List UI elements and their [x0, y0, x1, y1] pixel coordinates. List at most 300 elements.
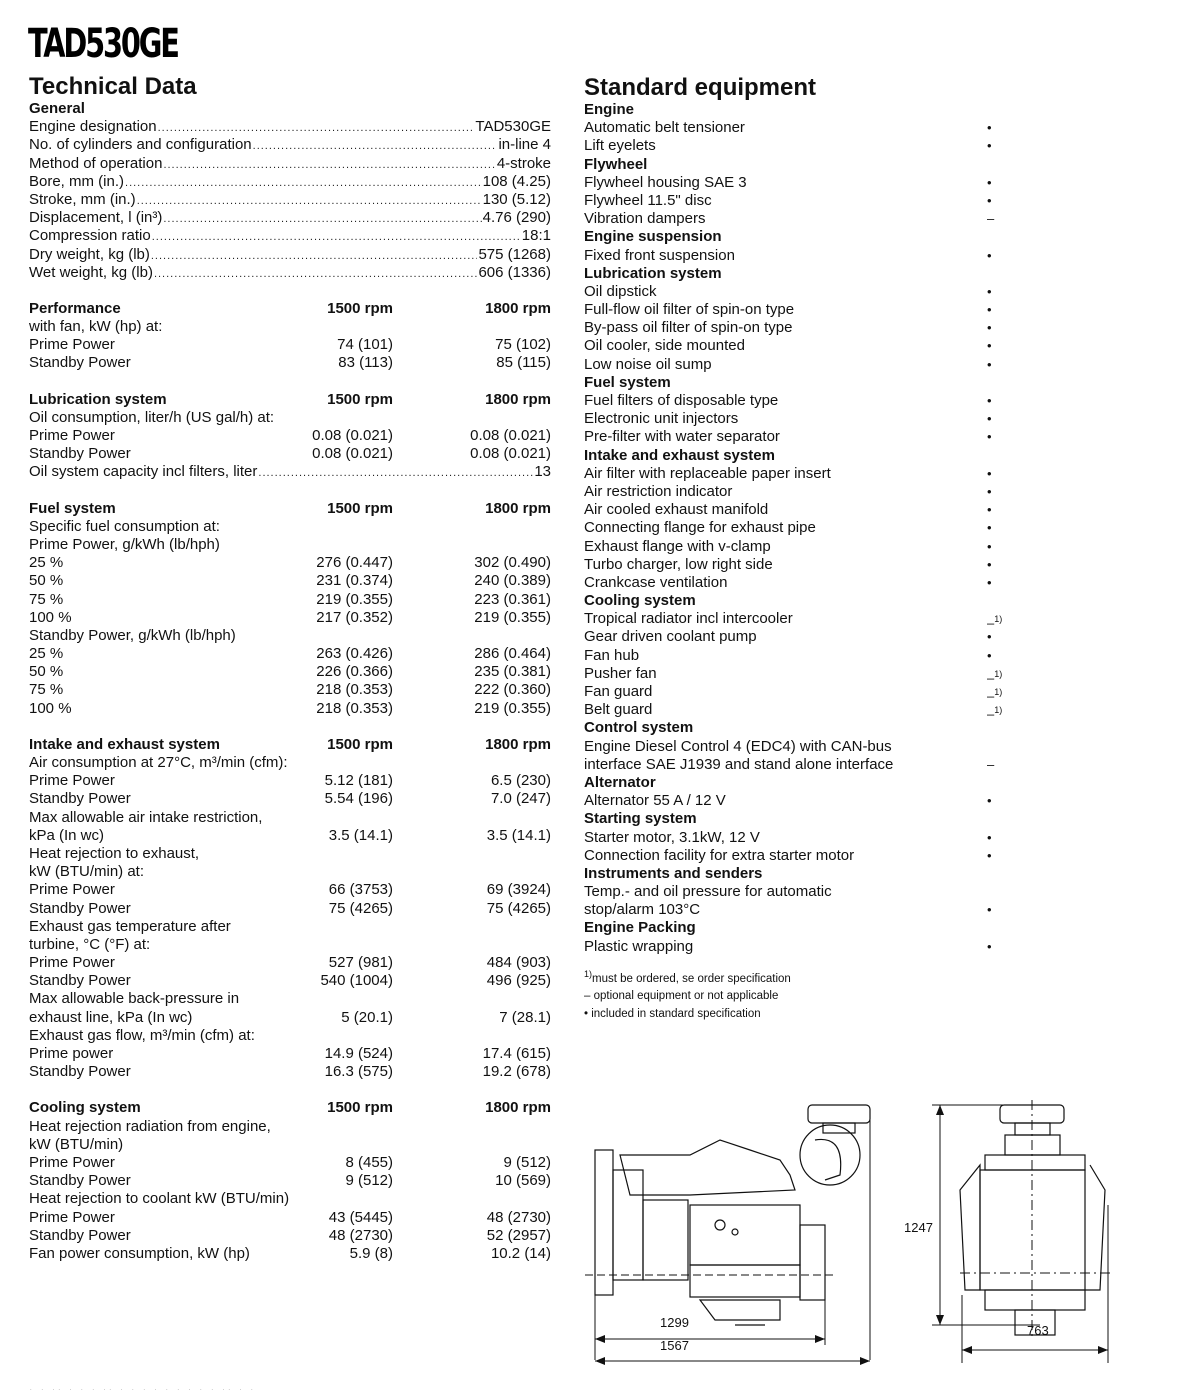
value-1800: 48 (2730) — [486, 1208, 551, 1226]
section-gap — [29, 482, 551, 500]
legend-bullet: • included in standard specification — [584, 1007, 761, 1020]
equipment-label: Flywheel 11.5" disc — [584, 191, 712, 209]
row-label: Standby Power — [29, 354, 131, 372]
equipment-item — [584, 174, 1004, 192]
value-1800: 0.08 (0.021) — [470, 427, 551, 444]
dimension-height: 1247 — [904, 1220, 933, 1235]
equipment-item — [584, 392, 1004, 410]
data-row — [29, 572, 551, 590]
row-label: Max allowable air intake restriction, — [29, 808, 263, 826]
legend-dash: – optional equipment or not applicable — [584, 990, 779, 1003]
equipment-mark: • — [987, 647, 992, 663]
value-1500: 16.3 (575) — [324, 1063, 393, 1081]
row-label: Air consumption at 27°C, m³/min (cfm): — [29, 754, 288, 771]
equipment-legend — [584, 966, 1004, 1023]
equipment-item — [584, 337, 1004, 355]
equipment-label: Low noise oil sump — [584, 355, 712, 373]
value-1500: 5.12 (181) — [324, 772, 393, 790]
equipment-label: interface SAE J1939 and stand alone interface — [584, 755, 894, 773]
row-label: 25 % — [29, 554, 64, 572]
equipment-item — [584, 119, 1004, 137]
equipment-group-heading: Instruments and senders — [584, 864, 763, 882]
equipment-label: Crankcase ventilation — [584, 573, 728, 591]
value-1500: 226 (0.366) — [316, 663, 393, 681]
row-label: 75 % — [29, 590, 64, 608]
equipment-label: Full-flow oil filter of spin-on type — [584, 301, 795, 319]
row-label: Prime Power — [29, 881, 115, 899]
equipment-label: Gear driven coolant pump — [584, 628, 757, 646]
equipment-item — [584, 938, 1004, 956]
equipment-mark: • — [987, 520, 992, 536]
leader-dots — [258, 464, 533, 482]
row-value: 606 (1336) — [478, 263, 551, 281]
general-row — [29, 246, 551, 264]
value-1800: 10 (569) — [495, 1172, 551, 1190]
value-1500: 5.9 (8) — [349, 1244, 393, 1262]
equipment-mark: • — [987, 429, 992, 445]
equipment-item — [584, 210, 1004, 228]
leader-dots — [163, 156, 495, 174]
row-value: 108 (4.25) — [482, 172, 551, 190]
bottom-note-cutoff: . . .. . . . .. . . . . . . . . . .. . . — [30, 1386, 257, 1392]
equipment-item — [584, 701, 1004, 722]
standard-equipment-title: Standard equipment — [584, 74, 817, 101]
column-header-1500: 1500 rpm — [327, 735, 393, 753]
section-gap — [29, 1081, 551, 1099]
data-row — [29, 790, 551, 808]
equipment-mark: • — [987, 538, 992, 554]
data-row — [29, 1154, 551, 1172]
data-row — [29, 409, 551, 427]
row-label: Standby Power — [29, 1172, 131, 1190]
equipment-item — [584, 192, 1004, 210]
equipment-mark: • — [987, 574, 992, 590]
value-1500: 75 (4265) — [328, 899, 393, 917]
data-row — [29, 954, 551, 972]
data-row — [29, 881, 551, 899]
column-header-1800: 1800 rpm — [485, 299, 551, 317]
row-label: Standby Power — [29, 1226, 131, 1244]
footnote-marker: 1) — [994, 687, 1003, 697]
data-row — [29, 1227, 551, 1245]
equipment-item — [584, 556, 1004, 574]
legend-footnote: $^{1)}$must be ordered, se order specification — [584, 968, 791, 985]
value-1500: 8 (455) — [345, 1153, 393, 1171]
equipment-item — [584, 628, 1004, 646]
equipment-item — [584, 847, 1004, 865]
leader-dots — [151, 247, 478, 265]
data-row — [29, 972, 551, 990]
equipment-label: stop/alarm 103°C — [584, 901, 701, 919]
value-1500: 14.9 (524) — [324, 1045, 393, 1062]
model-title: TAD530GE — [28, 21, 178, 67]
row-label: Prime Power — [29, 1208, 115, 1226]
data-row — [29, 754, 551, 772]
data-row — [29, 1136, 551, 1154]
equipment-mark: – — [987, 756, 995, 772]
data-row — [29, 918, 551, 936]
row-label: 100 % — [29, 608, 72, 626]
value-1500: 218 (0.353) — [316, 681, 393, 699]
data-row — [29, 1118, 551, 1136]
row-value: 4.76 (290) — [482, 209, 551, 227]
value-1500: 5 (20.1) — [341, 1008, 393, 1026]
data-row — [29, 445, 551, 463]
data-row — [29, 1209, 551, 1227]
row-label: Prime power — [29, 1045, 114, 1062]
data-row — [29, 663, 551, 681]
value-1500: 3.5 (14.1) — [328, 826, 393, 844]
leader-dots — [253, 137, 498, 155]
value-1500: 9 (512) — [345, 1172, 393, 1190]
row-label: turbine, °C (°F) at: — [29, 935, 151, 953]
equipment-group-heading: Cooling system — [584, 592, 696, 610]
equipment-item — [584, 519, 1004, 537]
row-label: Heat rejection radiation from engine, — [29, 1117, 271, 1135]
row-label: exhaust line, kPa (In wc) — [29, 1008, 193, 1026]
column-header-1800: 1800 rpm — [485, 390, 551, 408]
equipment-item — [584, 756, 1004, 774]
equipment-label: Belt guard — [584, 701, 653, 719]
section-heading-label: Cooling system — [29, 1099, 141, 1117]
row-label: Exhaust gas temperature after — [29, 917, 231, 935]
equipment-mark: • — [987, 393, 992, 408]
equipment-label: Flywheel housing SAE 3 — [584, 173, 747, 191]
column-header-1500: 1500 rpm — [327, 390, 393, 408]
general-row — [29, 136, 551, 154]
equipment-mark: • — [987, 483, 992, 499]
value-1500: 263 (0.426) — [316, 645, 393, 663]
row-value: 4-stroke — [496, 154, 551, 172]
leader-dots — [125, 174, 482, 192]
row-label: Fan power consumption, kW (hp) — [29, 1244, 250, 1262]
row-label: 75 % — [29, 681, 64, 699]
value-1800: 75 (4265) — [486, 899, 551, 917]
equipment-mark: • — [987, 502, 992, 518]
row-label: Standby Power — [29, 972, 131, 990]
value-1800: 9 (512) — [503, 1153, 551, 1171]
equipment-label: Oil cooler, side mounted — [584, 337, 745, 355]
equipment-label: Connection facility for extra starter motor — [584, 846, 855, 864]
equipment-label: By-pass oil filter of spin-on type — [584, 319, 793, 337]
row-label: Standby Power — [29, 899, 131, 917]
equipment-item — [584, 883, 1004, 901]
leader-dots — [158, 119, 475, 137]
footnote-marker: 1) — [994, 614, 1003, 625]
data-row — [29, 1190, 551, 1208]
equipment-label: Connecting flange for exhaust pipe — [584, 519, 816, 537]
equipment-item — [584, 319, 1004, 337]
leader-dots — [154, 265, 478, 283]
row-label: Heat rejection to coolant kW (BTU/min) — [29, 1190, 290, 1208]
equipment-mark: –$^{1)}$ — [987, 614, 1003, 631]
row-label: Stroke, mm (in.) — [29, 190, 136, 208]
data-row — [29, 1045, 551, 1063]
value-1500: 218 (0.353) — [316, 699, 393, 717]
value-1500: 217 (0.352) — [316, 608, 393, 626]
leader-dots — [163, 210, 481, 228]
value-1800: 52 (2957) — [486, 1226, 551, 1244]
section-heading-cooling — [29, 1099, 551, 1117]
value-1500: 219 (0.355) — [316, 590, 393, 608]
equipment-item — [584, 247, 1004, 265]
general-row — [29, 264, 551, 282]
dimension-length-total: 1567 — [660, 1338, 689, 1353]
equipment-group-heading: Engine suspension — [584, 228, 722, 246]
row-label: Standby Power — [29, 445, 131, 463]
row-label: Prime Power — [29, 427, 115, 444]
data-row — [29, 845, 551, 863]
value-1500: 0.08 (0.021) — [312, 427, 393, 444]
row-label: Prime Power — [29, 336, 115, 354]
data-row — [29, 1027, 551, 1045]
value-1500: 43 (5445) — [328, 1208, 393, 1226]
column-header-1500: 1500 rpm — [327, 1099, 393, 1117]
equipment-label: Starter motor, 3.1kW, 12 V — [584, 828, 760, 846]
equipment-mark: • — [987, 829, 992, 845]
equipment-item — [584, 137, 1004, 155]
equipment-label: Fan hub — [584, 646, 640, 664]
equipment-label: Vibration dampers — [584, 210, 706, 228]
equipment-group-heading: Lubrication system — [584, 264, 722, 282]
equipment-mark: • — [987, 629, 992, 645]
equipment-mark: • — [987, 320, 992, 336]
general-row — [29, 155, 551, 173]
general-row — [29, 191, 551, 209]
value-1800: 219 (0.355) — [474, 608, 551, 626]
section-gap — [29, 373, 551, 391]
equipment-item — [584, 647, 1004, 665]
value-1500: 74 (101) — [337, 336, 393, 354]
value-1800: 6.5 (230) — [490, 772, 551, 790]
equipment-group-heading: Control system — [584, 719, 694, 737]
equipment-item — [584, 792, 1004, 810]
equipment-item — [584, 610, 1004, 631]
equipment-item — [584, 501, 1004, 519]
equipment-mark: • — [987, 411, 992, 427]
equipment-mark: • — [987, 247, 992, 263]
equipment-item — [584, 829, 1004, 847]
equipment-label: Plastic wrapping — [584, 937, 694, 955]
row-label: Engine designation — [29, 118, 157, 136]
equipment-item — [584, 465, 1004, 483]
data-row — [29, 536, 551, 554]
equipment-item — [584, 683, 1004, 704]
section-heading-lubrication — [29, 391, 551, 409]
value-1800: 302 (0.490) — [474, 554, 551, 572]
equipment-label: Pre-filter with water separator — [584, 428, 780, 446]
engine-drawings — [580, 1095, 1180, 1365]
dimension-width: 763 — [1027, 1323, 1049, 1338]
equipment-item — [584, 664, 1004, 686]
data-row — [29, 427, 551, 445]
data-row — [29, 809, 551, 827]
equipment-label: Air cooled exhaust manifold — [584, 501, 769, 519]
section-heading-performance — [29, 300, 551, 318]
equipment-label: Engine Diesel Control 4 (EDC4) with CAN-bus — [584, 737, 892, 755]
row-label: Specific fuel consumption at: — [29, 517, 220, 535]
value-1800: 240 (0.389) — [474, 572, 551, 590]
row-label: Exhaust gas flow, m³/min (cfm) at: — [29, 1026, 255, 1044]
value-1800: 10.2 (14) — [490, 1244, 551, 1262]
equipment-group-heading: Intake and exhaust system — [584, 446, 775, 464]
technical-data-column — [29, 74, 551, 1263]
value-1800: 0.08 (0.021) — [470, 445, 551, 463]
data-row — [29, 591, 551, 609]
equipment-mark: • — [987, 556, 992, 572]
data-row — [29, 827, 551, 845]
data-row — [29, 554, 551, 572]
equipment-label: Pusher fan — [584, 664, 657, 682]
value-1800: 223 (0.361) — [474, 590, 551, 608]
equipment-label: Fan guard — [584, 683, 653, 700]
row-value: 13 — [534, 463, 551, 481]
equipment-group-heading: Fuel system — [584, 373, 671, 391]
equipment-item — [584, 356, 1004, 374]
equipment-label: Turbo charger, low right side — [584, 555, 773, 573]
equipment-mark: • — [987, 847, 992, 863]
value-1500: 231 (0.374) — [316, 572, 393, 590]
equipment-mark: • — [987, 465, 992, 481]
section-heading-intake — [29, 736, 551, 754]
section-gap — [29, 282, 551, 300]
equipment-item — [584, 738, 1004, 756]
equipment-item — [584, 483, 1004, 501]
row-label: kW (BTU/min) — [29, 1135, 124, 1153]
equipment-label: Exhaust flange with v-clamp — [584, 537, 771, 555]
equipment-mark: • — [987, 356, 992, 372]
section-heading-label: Performance — [29, 299, 121, 317]
equipment-mark: –$^{1)}$ — [987, 705, 1003, 722]
row-value: 18:1 — [521, 227, 551, 245]
row-label: Standby Power — [29, 1063, 131, 1081]
equipment-group-heading: Engine — [584, 101, 635, 118]
equipment-mark: • — [987, 192, 992, 208]
equipment-item — [584, 538, 1004, 556]
data-row — [29, 645, 551, 663]
row-label: kW (BTU/min) at: — [29, 863, 144, 881]
equipment-item — [584, 901, 1004, 919]
row-label: Standby Power — [29, 790, 131, 808]
value-1800: 235 (0.381) — [474, 663, 551, 681]
value-1500: 540 (1004) — [320, 972, 393, 990]
equipment-item — [584, 410, 1004, 428]
value-1500: 276 (0.447) — [316, 554, 393, 572]
general-row — [29, 118, 551, 136]
row-label: 50 % — [29, 663, 64, 681]
data-row — [29, 627, 551, 645]
row-label: Dry weight, kg (lb) — [29, 245, 150, 263]
general-row — [29, 173, 551, 191]
row-label: Prime Power — [29, 954, 115, 972]
equipment-mark: –$^{1)}$ — [987, 668, 1003, 686]
row-label: Standby Power, g/kWh (lb/hph) — [29, 626, 236, 644]
value-1500: 48 (2730) — [328, 1226, 393, 1244]
equipment-label: Air filter with replaceable paper insert — [584, 464, 831, 482]
row-label: 100 % — [29, 699, 72, 717]
row-label: Max allowable back-pressure in — [29, 990, 240, 1008]
data-row — [29, 772, 551, 790]
value-1800: 75 (102) — [495, 336, 551, 354]
equipment-group-heading: Engine Packing — [584, 919, 696, 937]
data-row — [29, 1009, 551, 1027]
equipment-group-heading: Starting system — [584, 810, 697, 828]
value-1800: 85 (115) — [496, 354, 551, 372]
row-label: Bore, mm (in.) — [29, 172, 125, 190]
row-label: Compression ratio — [29, 227, 151, 245]
engine-side-view-drawing — [580, 1095, 880, 1365]
data-row — [29, 936, 551, 954]
data-row — [29, 318, 551, 336]
data-row — [29, 863, 551, 881]
equipment-group-heading: Flywheel — [584, 155, 648, 173]
equipment-item — [584, 283, 1004, 301]
row-label: No. of cylinders and configuration — [29, 136, 252, 154]
row-label: Oil system capacity incl filters, liter — [29, 463, 258, 481]
equipment-mark: • — [987, 938, 992, 954]
data-row — [29, 354, 551, 372]
data-row — [29, 990, 551, 1008]
row-value: in-line 4 — [498, 136, 551, 154]
row-value: 575 (1268) — [478, 245, 551, 263]
equipment-label: Automatic belt tensioner — [584, 119, 745, 137]
equipment-mark: –$^{1)}$ — [987, 687, 1003, 704]
data-row — [29, 700, 551, 718]
value-1800: 222 (0.360) — [474, 681, 551, 699]
data-row — [29, 336, 551, 354]
oil-capacity-row — [29, 463, 551, 481]
value-1500: 527 (981) — [328, 954, 393, 972]
value-1500: 83 (113) — [338, 354, 393, 372]
row-value: TAD530GE — [475, 118, 551, 136]
row-label: Displacement, l (in³) — [29, 209, 163, 227]
row-label: Heat rejection to exhaust, — [29, 844, 200, 862]
section-gap — [29, 718, 551, 736]
row-label: 50 % — [29, 572, 64, 590]
value-1800: 496 (925) — [486, 972, 551, 990]
row-label: 25 % — [29, 645, 64, 663]
general-row — [29, 227, 551, 245]
equipment-label: Fixed front suspension — [584, 246, 735, 264]
equipment-mark: • — [987, 283, 992, 299]
equipment-mark: • — [987, 793, 992, 809]
standard-equipment-column — [584, 75, 1004, 1023]
equipment-mark: • — [987, 902, 992, 918]
row-label: Method of operation — [29, 154, 163, 172]
section-heading-label: Fuel system — [29, 499, 116, 517]
value-1800: 3.5 (14.1) — [486, 826, 551, 844]
data-row — [29, 1245, 551, 1263]
technical-data-title: Technical Data — [29, 73, 197, 100]
row-label: with fan, kW (hp) at: — [29, 318, 163, 336]
column-header-1800: 1800 rpm — [485, 499, 551, 517]
row-label: Prime Power — [29, 772, 115, 790]
value-1800: 286 (0.464) — [474, 645, 551, 663]
general-row — [29, 209, 551, 227]
equipment-label: Oil dipstick — [584, 282, 657, 300]
equipment-label: Air restriction indicator — [584, 482, 733, 500]
value-1800: 69 (3924) — [486, 881, 551, 899]
equipment-mark: • — [987, 338, 992, 354]
section-heading-general: General — [29, 100, 85, 117]
value-1800: 19.2 (678) — [482, 1063, 551, 1081]
data-row — [29, 609, 551, 627]
column-header-1800: 1800 rpm — [485, 735, 551, 753]
section-heading-fuel — [29, 500, 551, 518]
value-1800: 17.4 (615) — [482, 1045, 551, 1062]
data-row — [29, 1172, 551, 1190]
data-row — [29, 681, 551, 699]
